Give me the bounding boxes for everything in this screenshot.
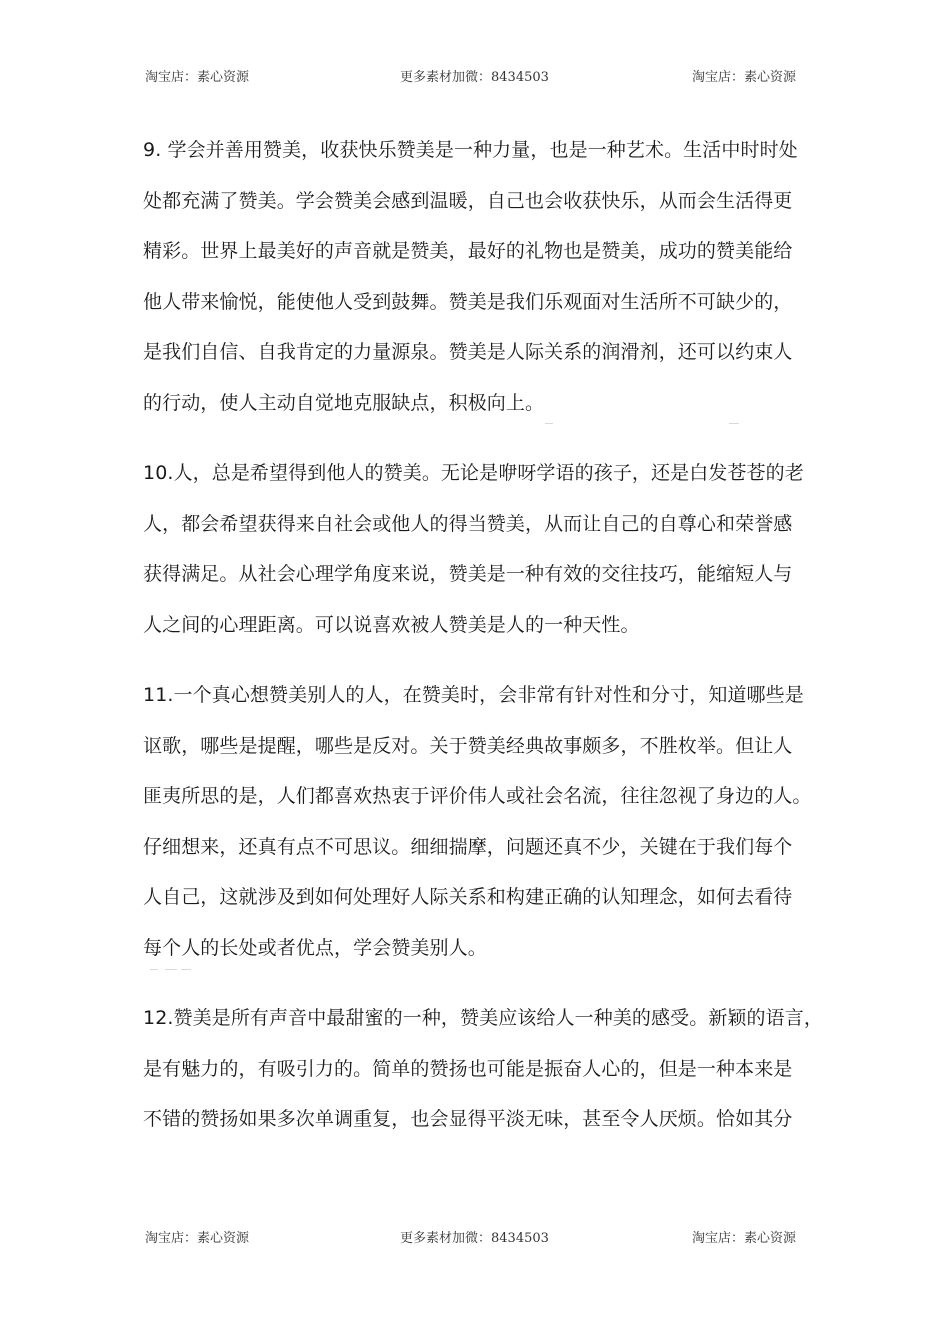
text-line: 11.一个真心想赞美别人的人，在赞美时，会非常有针对性和分寸，知道哪些是: [143, 684, 804, 706]
scan-artifact: [545, 423, 553, 424]
header-shop-right: 淘宝店：素心资源: [692, 70, 797, 85]
footer-shop-right: 淘宝店：素心资源: [692, 1231, 797, 1246]
text-line: 9. 学会并善用赞美，收获快乐赞美是一种力量，也是一种艺术。生活中时时处: [143, 139, 798, 161]
text-line: 的行动，使人主动自觉地克服缺点，积极向上。: [143, 391, 545, 414]
scan-artifact: [181, 969, 191, 970]
text-line: 人自己，这就涉及到如何处理好人际关系和构建正确的认知理念，如何去看待: [143, 886, 793, 908]
text-line: 不错的赞扬如果多次单调重复，也会显得平淡无味，甚至令人厌烦。恰如其分: [143, 1108, 793, 1130]
text-line: 处都充满了赞美。学会赞美会感到温暖，自己也会收获快乐，从而会生活得更: [143, 189, 793, 212]
footer-shop-left: 淘宝店：素心资源: [145, 1231, 250, 1246]
text-line: 是我们自信、自我肯定的力量源泉。赞美是人际关系的润滑剂，还可以约束人: [143, 341, 793, 363]
text-line: 仔细想来，还真有点不可思议。细细揣摩，问题还真不少，关键在于我们每个: [143, 835, 793, 858]
text-line: 每个人的长处或者优点，学会赞美别人。: [143, 936, 487, 959]
scan-artifact: [165, 969, 177, 970]
footer-contact: 更多素材加微：8434503: [400, 1231, 549, 1246]
paragraph-10: [143, 448, 815, 650]
text-line: 是有魅力的，有吸引力的。简单的赞扬也可能是振奋人心的，但是一种本来是: [143, 1057, 793, 1080]
text-line: 人之间的心理距离。可以说喜欢被人赞美是人的一种天性。: [143, 613, 640, 636]
header-contact: 更多素材加微：8434503: [400, 70, 549, 85]
text-line: 他人带来愉悦，能使他人受到鼓舞。赞美是我们乐观面对生活所不可缺少的，: [143, 290, 793, 313]
text-line: 人，都会希望获得来自社会或他人的得当赞美，从而让自己的自尊心和荣誉感: [143, 512, 793, 535]
page-footer: [0, 1227, 950, 1251]
paragraph-11: [143, 670, 815, 973]
text-line: 精彩。世界上最美好的声音就是赞美，最好的礼物也是赞美，成功的赞美能给: [143, 240, 793, 262]
text-line: 讴歌，哪些是提醒，哪些是反对。关于赞美经典故事颇多，不胜枚举。但让人: [143, 734, 793, 757]
page-header: [0, 66, 950, 90]
text-line: 获得满足。从社会心理学角度来说，赞美是一种有效的交往技巧，能缩短人与: [143, 563, 793, 585]
paragraph-12: [143, 993, 823, 1145]
scan-artifact: [729, 423, 739, 424]
paragraph-9: [143, 125, 815, 428]
scan-artifact: [150, 969, 158, 970]
text-line: 12.赞美是所有声音中最甜蜜的一种，赞美应该给人一种美的感受。新颖的语言，: [143, 1007, 823, 1029]
text-line: 匪夷所思的是，人们都喜欢热衷于评价伟人或社会名流，往往忽视了身边的人。: [143, 785, 812, 807]
header-shop-left: 淘宝店：素心资源: [145, 70, 250, 85]
text-line: 10.人，总是希望得到他人的赞美。无论是咿呀学语的孩子，还是白发苍苍的老: [143, 462, 804, 484]
